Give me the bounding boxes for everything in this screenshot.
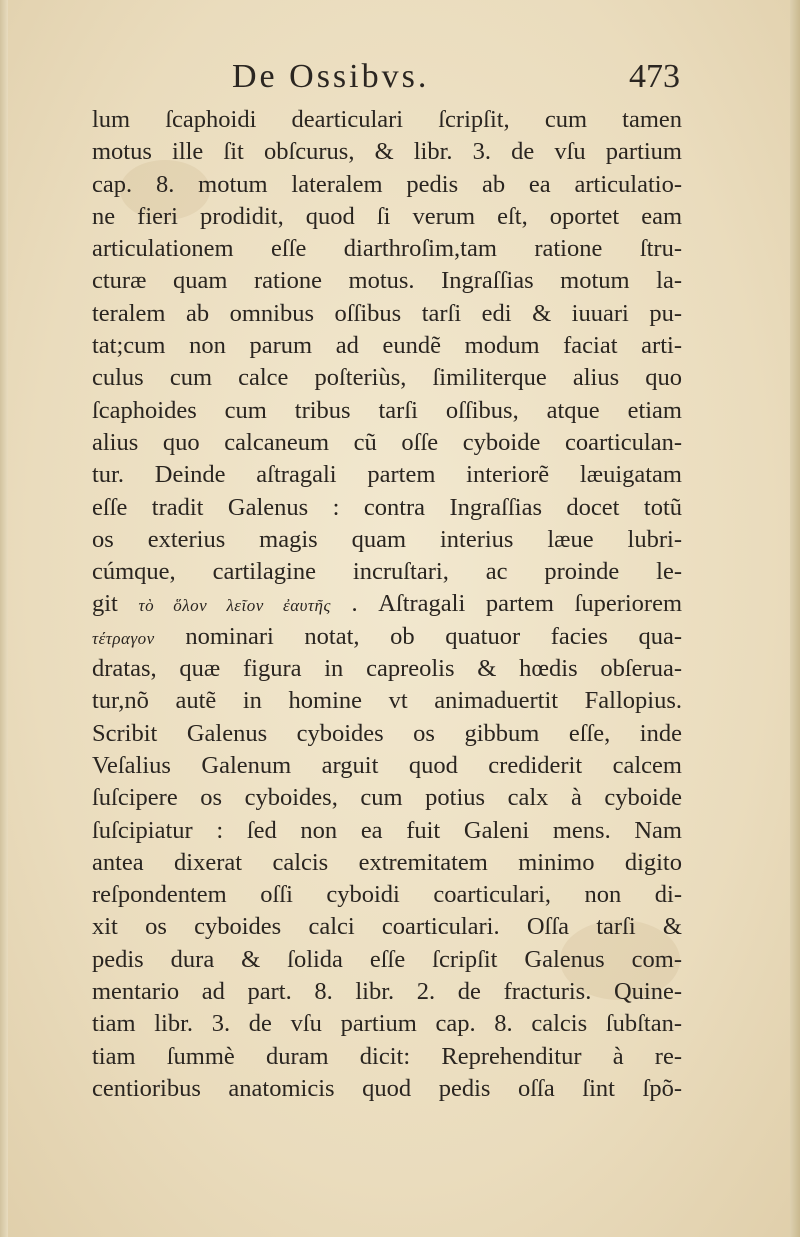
- text-line: culus cum calce poſteriùs, ſimiliterque alius quo: [92, 364, 682, 392]
- page-left-edge: [0, 0, 8, 1237]
- text-line: Scribit Galenus cyboides os gibbum eſſe, inde: [92, 719, 682, 747]
- text-line: articulationem eſſe diarthroſim,tam ratione ſtru-: [92, 235, 682, 263]
- text-line: tur. Deinde aſtragali partem interiorẽ læuigatam: [92, 461, 682, 489]
- text-line-greek: [92, 621, 682, 653]
- line-prefix: git: [92, 590, 118, 618]
- text-line: cturæ quam ratione motus. Ingraſſias motum la-: [92, 267, 682, 295]
- text-line: pedis dura & ſolida eſſe ſcripſit Galenus com-: [92, 945, 682, 973]
- text-line: xit os cyboides calci coarticulari. Oſſa tarſi &: [92, 913, 682, 941]
- text-line: reſpondentem oſſi cyboidi coarticulari, non di-: [92, 881, 682, 909]
- text-line: tiam libr. 3. de vſu partium cap. 8. calcis ſubſtan-: [92, 1010, 682, 1038]
- text-line: ne fieri prodidit, quod ſi verum eſt, oportet eam: [92, 202, 682, 230]
- text-line: eſſe tradit Galenus : contra Ingraſſias docet totũ: [92, 493, 682, 521]
- text-line: motus ille ſit obſcurus, & libr. 3. de vſu partium: [92, 138, 682, 166]
- text-line: ſuſcipere os cyboides, cum potius calx à cyboide: [92, 784, 682, 812]
- text-line: cúmque, cartilagine incruſtari, ac proinde le-: [92, 558, 682, 586]
- text-line: dratas, quæ figura in capreolis & hœdis obſerua-: [92, 655, 682, 683]
- page-right-edge: [790, 0, 800, 1237]
- text-line: Veſalius Galenum arguit quod crediderit calcem: [92, 751, 682, 779]
- text-line: alius quo calcaneum cũ oſſe cyboide coarticulan-: [92, 428, 682, 456]
- text-line: mentario ad part. 8. libr. 2. de fracturis. Quine-: [92, 978, 682, 1006]
- text-line: tiam ſummè duram dicit: Reprehenditur à re-: [92, 1042, 682, 1070]
- page-number: 473: [629, 58, 680, 95]
- greek-word: τέτραγον: [92, 628, 155, 648]
- running-title: De Ossibvs.: [232, 58, 430, 95]
- line-rest: . Aſtragali partem ſuperiorem: [351, 590, 683, 618]
- text-line: ſuſcipiatur : ſed non ea fuit Galeni mens. Nam: [92, 816, 682, 844]
- text-line: os exterius magis quam interius læue lubri-: [92, 525, 682, 553]
- text-line: cap. 8. motum lateralem pedis ab ea articulatio-: [92, 170, 682, 198]
- greek-phrase: τὸ ὅλον λεῖον ἐαυτῆς: [138, 596, 331, 616]
- text-line: tat;cum non parum ad eundẽ modum faciat arti-: [92, 332, 682, 360]
- text-line: lum ſcaphoidi dearticulari ſcripſit, cum tamen: [92, 106, 682, 133]
- line-rest: nominari notat, ob quatuor facies qua-: [185, 622, 683, 650]
- text-line: antea dixerat calcis extremitatem minimo digito: [92, 848, 682, 876]
- text-line-greek: [92, 588, 682, 620]
- text-line: tur,nõ autẽ in homine vt animaduertit Fallopius.: [92, 687, 682, 715]
- text-line: centioribus anatomicis quod pedis oſſa ſint ſpõ-: [92, 1074, 682, 1102]
- running-head: [96, 52, 680, 102]
- text-line: ſcaphoides cum tribus tarſi oſſibus, atque etiam: [92, 396, 682, 424]
- text-line: teralem ab omnibus oſſibus tarſi edi & iuuari pu-: [92, 299, 682, 327]
- body-text: [92, 104, 682, 1105]
